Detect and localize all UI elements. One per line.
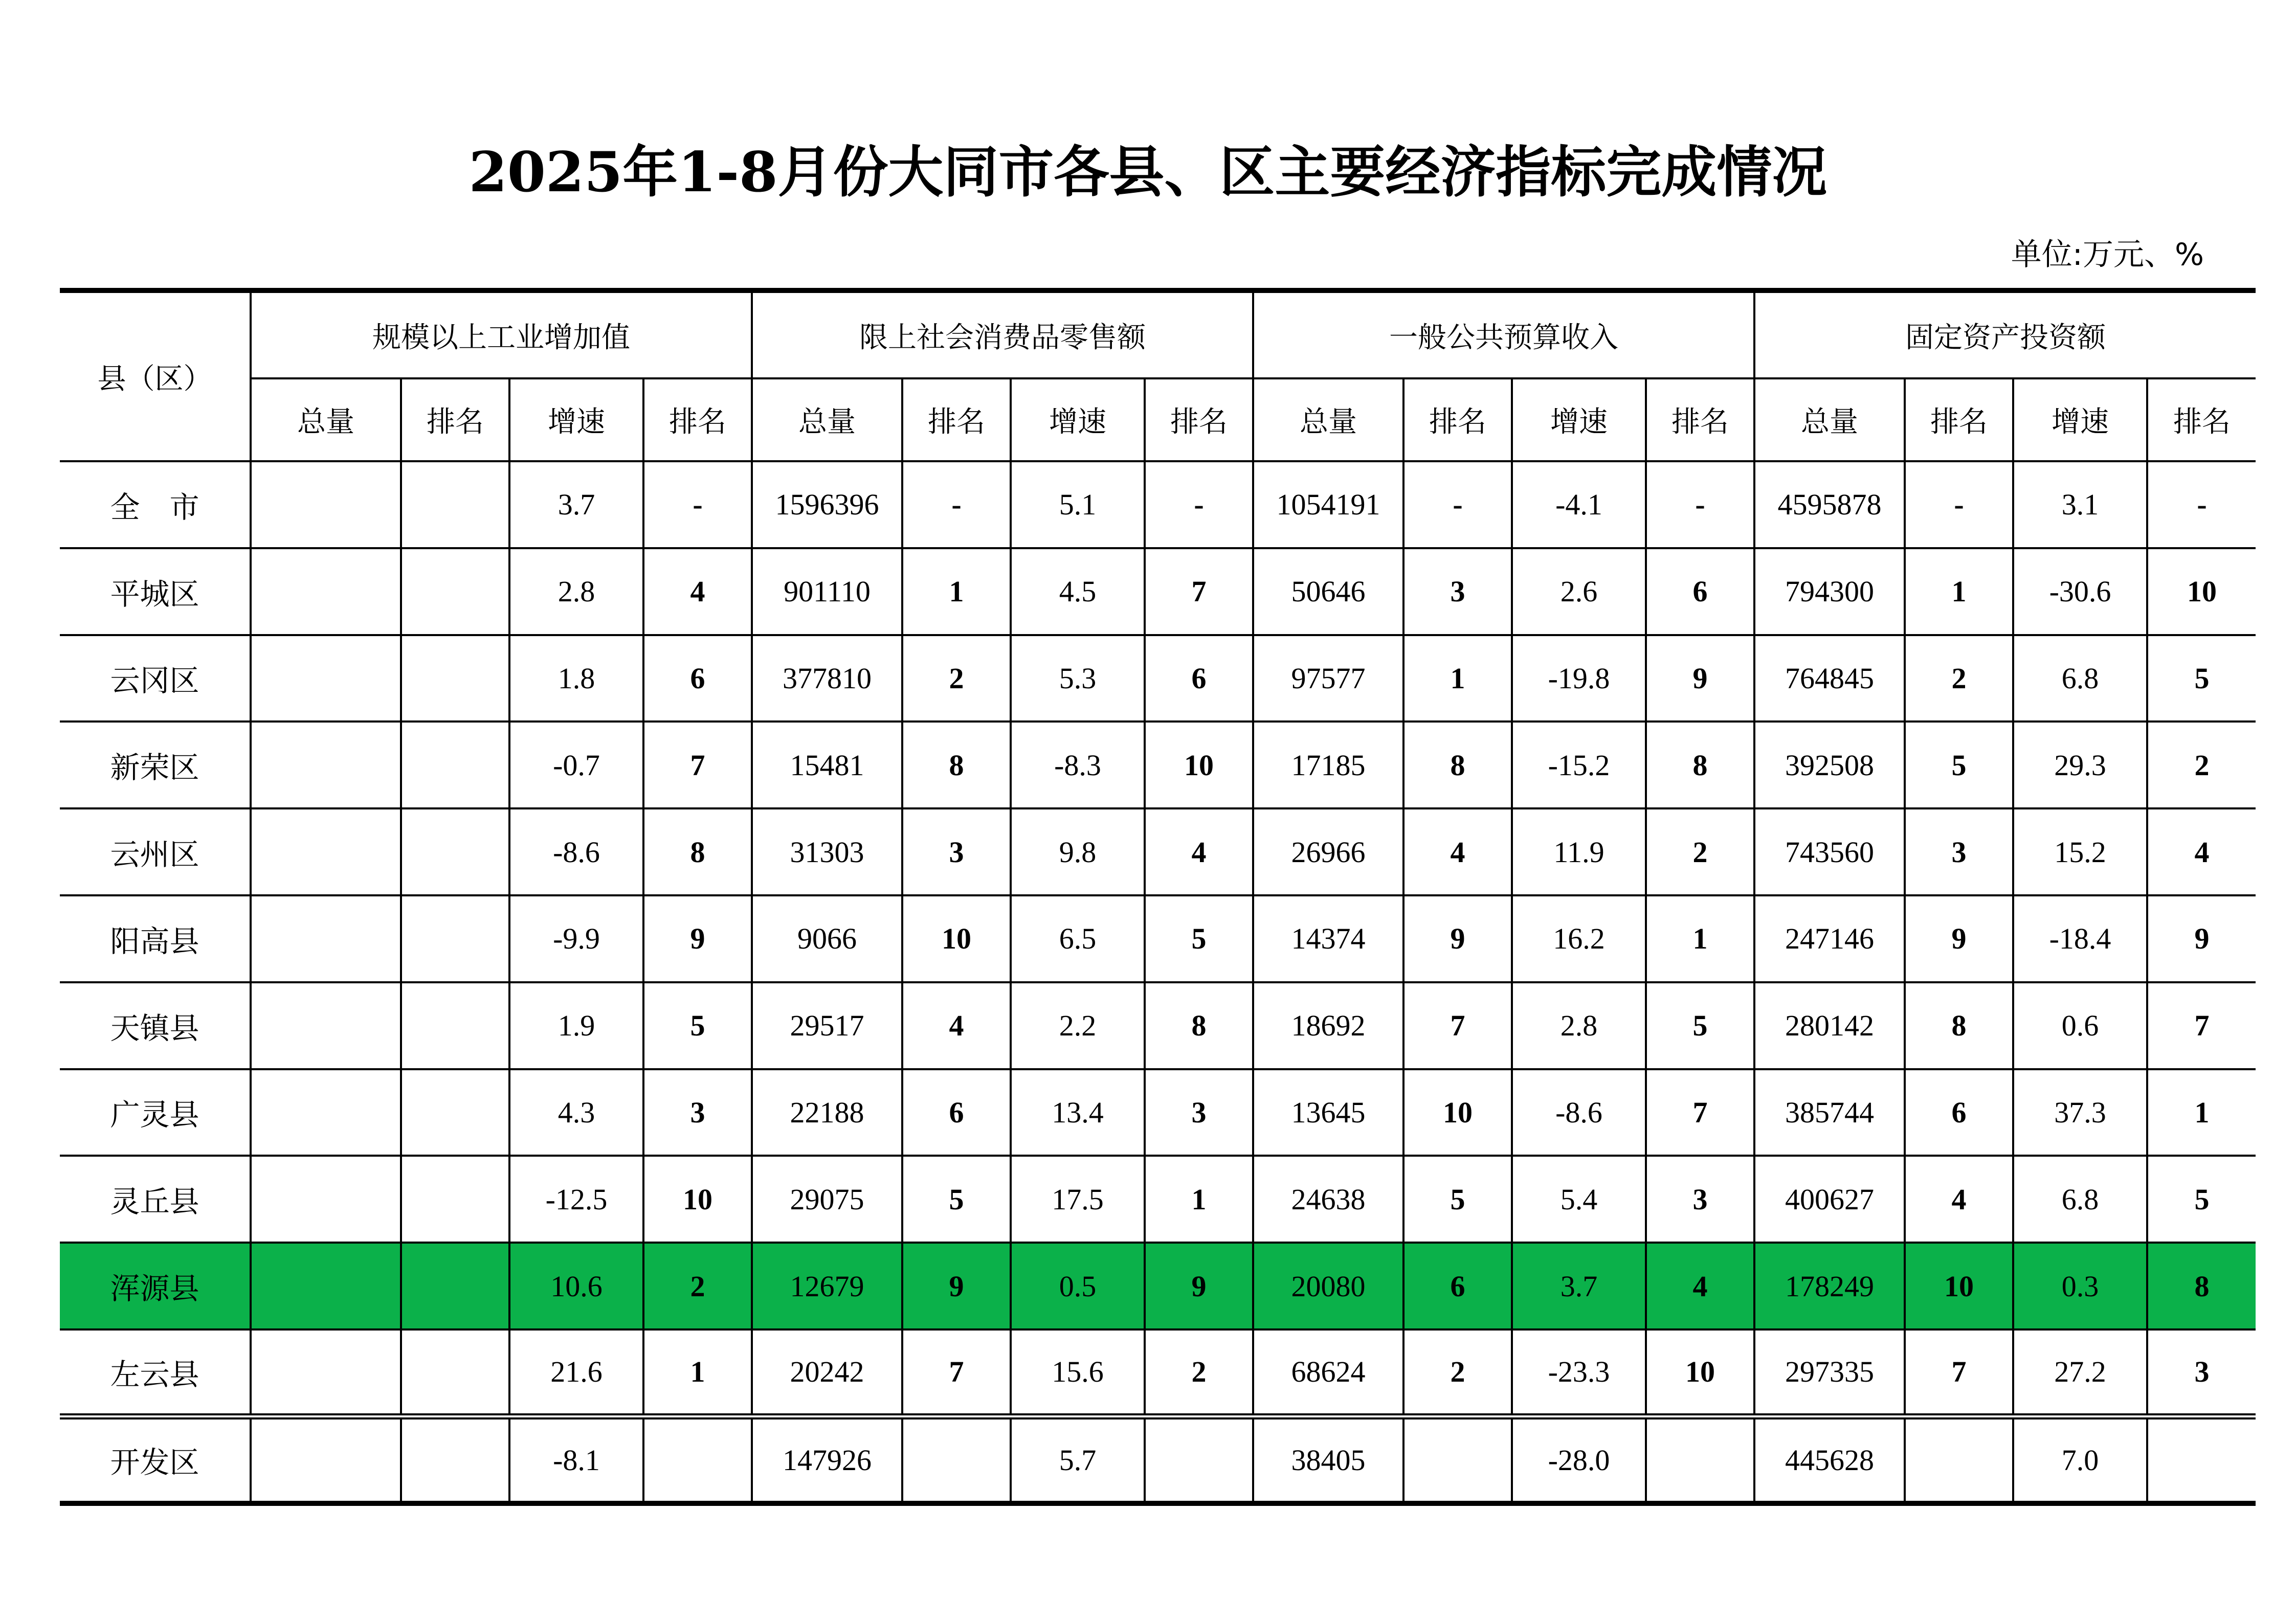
rank-cell <box>401 895 509 982</box>
value-cell: 6.5 <box>1011 895 1145 982</box>
rank-cell: 7 <box>1646 1069 1754 1156</box>
value-cell: 12679 <box>752 1243 902 1329</box>
rank-cell <box>1145 1416 1253 1503</box>
rank-cell: 5 <box>1403 1156 1512 1243</box>
rank-cell: 7 <box>1403 982 1512 1069</box>
value-cell: 445628 <box>1754 1416 1905 1503</box>
rank-cell <box>401 982 509 1069</box>
value-cell: 247146 <box>1754 895 1905 982</box>
rank-cell: 1 <box>1403 635 1512 722</box>
rank-cell: 4 <box>1145 808 1253 895</box>
table-row <box>60 1156 2256 1243</box>
value-cell: 18692 <box>1253 982 1403 1069</box>
sub-header-growth: 增速 <box>1512 378 1646 461</box>
value-cell: 5.1 <box>1011 461 1145 548</box>
value-cell: 6.8 <box>2013 1156 2147 1243</box>
group-header-industry: 规模以上工业增加值 <box>251 290 752 378</box>
rank-cell: 2 <box>1145 1329 1253 1416</box>
value-cell: 21.6 <box>509 1329 643 1416</box>
rank-cell: 4 <box>902 982 1011 1069</box>
group-header-budget-revenue: 一般公共预算收入 <box>1253 290 1754 378</box>
rank-cell: 10 <box>902 895 1011 982</box>
rank-cell: 10 <box>1403 1069 1512 1156</box>
county-name: 浑源县 <box>60 1243 251 1329</box>
value-cell: 1.8 <box>509 635 643 722</box>
value-cell <box>251 982 401 1069</box>
rank-cell: 1 <box>1905 548 2013 635</box>
rank-cell: 5 <box>1646 982 1754 1069</box>
rank-cell <box>401 1069 509 1156</box>
county-name: 新荣区 <box>60 722 251 808</box>
value-cell: -8.3 <box>1011 722 1145 808</box>
county-header: 县（区） <box>60 290 251 461</box>
rank-cell: 6 <box>902 1069 1011 1156</box>
rank-cell: 9 <box>1145 1243 1253 1329</box>
rank-cell: - <box>1403 461 1512 548</box>
value-cell <box>251 1416 401 1503</box>
rank-cell: 10 <box>2147 548 2256 635</box>
value-cell: 15.2 <box>2013 808 2147 895</box>
table-row <box>60 1416 2256 1503</box>
rank-cell: 3 <box>2147 1329 2256 1416</box>
rank-cell: 9 <box>1646 635 1754 722</box>
value-cell: 2.8 <box>1512 982 1646 1069</box>
sub-header-rank: 排名 <box>1145 378 1253 461</box>
rank-cell: 10 <box>1905 1243 2013 1329</box>
value-cell: 400627 <box>1754 1156 1905 1243</box>
rank-cell <box>902 1416 1011 1503</box>
value-cell: 13.4 <box>1011 1069 1145 1156</box>
rank-cell: 6 <box>1403 1243 1512 1329</box>
table-row <box>60 1243 2256 1329</box>
county-name: 全 市 <box>60 461 251 548</box>
county-name: 云州区 <box>60 808 251 895</box>
value-cell: 392508 <box>1754 722 1905 808</box>
value-cell: 297335 <box>1754 1329 1905 1416</box>
rank-cell <box>1646 1416 1754 1503</box>
value-cell: 743560 <box>1754 808 1905 895</box>
value-cell: 31303 <box>752 808 902 895</box>
rank-cell: 8 <box>1646 722 1754 808</box>
value-cell: 9.8 <box>1011 808 1145 895</box>
value-cell: 10.6 <box>509 1243 643 1329</box>
county-name: 开发区 <box>60 1416 251 1503</box>
value-cell: 68624 <box>1253 1329 1403 1416</box>
value-cell: -8.6 <box>509 808 643 895</box>
rank-cell: 4 <box>1646 1243 1754 1329</box>
value-cell: -30.6 <box>2013 548 2147 635</box>
value-cell: 20080 <box>1253 1243 1403 1329</box>
rank-cell: 3 <box>1403 548 1512 635</box>
value-cell: 29.3 <box>2013 722 2147 808</box>
rank-cell: 7 <box>643 722 752 808</box>
rank-cell: 3 <box>643 1069 752 1156</box>
value-cell: 2.2 <box>1011 982 1145 1069</box>
value-cell: -8.1 <box>509 1416 643 1503</box>
rank-cell: 4 <box>643 548 752 635</box>
header-row-groups <box>60 290 2256 378</box>
value-cell: 11.9 <box>1512 808 1646 895</box>
value-cell: 764845 <box>1754 635 1905 722</box>
rank-cell: 2 <box>1905 635 2013 722</box>
value-cell <box>251 1243 401 1329</box>
value-cell <box>251 1156 401 1243</box>
sub-header-rank: 排名 <box>902 378 1011 461</box>
value-cell: 4.5 <box>1011 548 1145 635</box>
sub-header-growth: 增速 <box>1011 378 1145 461</box>
value-cell: 147926 <box>752 1416 902 1503</box>
value-cell: 6.8 <box>2013 635 2147 722</box>
rank-cell: 3 <box>1905 808 2013 895</box>
county-name: 阳高县 <box>60 895 251 982</box>
rank-cell: - <box>1646 461 1754 548</box>
rank-cell: 8 <box>902 722 1011 808</box>
rank-cell: 1 <box>643 1329 752 1416</box>
value-cell: 1596396 <box>752 461 902 548</box>
rank-cell: 1 <box>1646 895 1754 982</box>
rank-cell: 4 <box>1905 1156 2013 1243</box>
rank-cell: 8 <box>1403 722 1512 808</box>
county-name: 灵丘县 <box>60 1156 251 1243</box>
table-row <box>60 461 2256 548</box>
sub-header-rank: 排名 <box>643 378 752 461</box>
value-cell: -15.2 <box>1512 722 1646 808</box>
value-cell: 5.4 <box>1512 1156 1646 1243</box>
value-cell: 50646 <box>1253 548 1403 635</box>
value-cell: 22188 <box>752 1069 902 1156</box>
rank-cell: 6 <box>1905 1069 2013 1156</box>
rank-cell: 2 <box>2147 722 2256 808</box>
rank-cell: 5 <box>2147 635 2256 722</box>
value-cell <box>251 722 401 808</box>
rank-cell <box>1403 1416 1512 1503</box>
rank-cell: 5 <box>1145 895 1253 982</box>
rank-cell: 8 <box>2147 1243 2256 1329</box>
table-row <box>60 722 2256 808</box>
rank-cell <box>401 808 509 895</box>
rank-cell: 10 <box>1145 722 1253 808</box>
value-cell: -12.5 <box>509 1156 643 1243</box>
rank-cell: 2 <box>902 635 1011 722</box>
rank-cell: 10 <box>1646 1329 1754 1416</box>
value-cell <box>251 1069 401 1156</box>
value-cell <box>251 548 401 635</box>
value-cell: 14374 <box>1253 895 1403 982</box>
value-cell: -19.8 <box>1512 635 1646 722</box>
value-cell: 0.6 <box>2013 982 2147 1069</box>
value-cell <box>251 635 401 722</box>
header-row-sub <box>60 378 2256 461</box>
rank-cell: - <box>1905 461 2013 548</box>
group-header-retail: 限上社会消费品零售额 <box>752 290 1253 378</box>
rank-cell <box>401 1156 509 1243</box>
rank-cell: 10 <box>643 1156 752 1243</box>
rank-cell: 3 <box>1646 1156 1754 1243</box>
value-cell: 794300 <box>1754 548 1905 635</box>
rank-cell: 3 <box>902 808 1011 895</box>
sub-header-rank: 排名 <box>1905 378 2013 461</box>
value-cell: 37.3 <box>2013 1069 2147 1156</box>
sub-header-rank: 排名 <box>2147 378 2256 461</box>
value-cell: 3.7 <box>509 461 643 548</box>
table-row <box>60 808 2256 895</box>
rank-cell <box>2147 1416 2256 1503</box>
rank-cell: 1 <box>1145 1156 1253 1243</box>
table-row <box>60 548 2256 635</box>
rank-cell: 8 <box>1145 982 1253 1069</box>
rank-cell <box>401 722 509 808</box>
rank-cell: - <box>2147 461 2256 548</box>
rank-cell: 5 <box>1905 722 2013 808</box>
rank-cell <box>643 1416 752 1503</box>
value-cell: 5.3 <box>1011 635 1145 722</box>
rank-cell <box>401 1243 509 1329</box>
value-cell: 15.6 <box>1011 1329 1145 1416</box>
value-cell: 2.6 <box>1512 548 1646 635</box>
table-row <box>60 635 2256 722</box>
sub-header-rank: 排名 <box>401 378 509 461</box>
sub-header-growth: 增速 <box>509 378 643 461</box>
county-name: 天镇县 <box>60 982 251 1069</box>
value-cell: 38405 <box>1253 1416 1403 1503</box>
value-cell: 3.1 <box>2013 461 2147 548</box>
value-cell: 2.8 <box>509 548 643 635</box>
rank-cell: 4 <box>1403 808 1512 895</box>
value-cell: 0.3 <box>2013 1243 2147 1329</box>
value-cell: 29075 <box>752 1156 902 1243</box>
rank-cell <box>401 548 509 635</box>
rank-cell <box>401 461 509 548</box>
value-cell: 1054191 <box>1253 461 1403 548</box>
sub-header-total: 总量 <box>752 378 902 461</box>
value-cell: 13645 <box>1253 1069 1403 1156</box>
value-cell: 377810 <box>752 635 902 722</box>
county-name: 左云县 <box>60 1329 251 1416</box>
value-cell: 97577 <box>1253 635 1403 722</box>
rank-cell: 1 <box>902 548 1011 635</box>
value-cell: -28.0 <box>1512 1416 1646 1503</box>
value-cell: 0.5 <box>1011 1243 1145 1329</box>
rank-cell <box>401 1329 509 1416</box>
value-cell <box>251 461 401 548</box>
rank-cell: 9 <box>2147 895 2256 982</box>
rank-cell: 7 <box>1905 1329 2013 1416</box>
table-row <box>60 1069 2256 1156</box>
rank-cell: 9 <box>1403 895 1512 982</box>
table-row <box>60 982 2256 1069</box>
value-cell: 17.5 <box>1011 1156 1145 1243</box>
value-cell: 5.7 <box>1011 1416 1145 1503</box>
value-cell: 20242 <box>752 1329 902 1416</box>
indicator-table <box>60 288 2256 1506</box>
rank-cell: - <box>902 461 1011 548</box>
rank-cell: 6 <box>1145 635 1253 722</box>
value-cell: -8.6 <box>1512 1069 1646 1156</box>
value-cell: -0.7 <box>509 722 643 808</box>
value-cell: 4.3 <box>509 1069 643 1156</box>
rank-cell: 3 <box>1145 1069 1253 1156</box>
value-cell: 26966 <box>1253 808 1403 895</box>
value-cell: 15481 <box>752 722 902 808</box>
value-cell: 178249 <box>1754 1243 1905 1329</box>
county-name: 云冈区 <box>60 635 251 722</box>
value-cell: 9066 <box>752 895 902 982</box>
table-row <box>60 1329 2256 1416</box>
rank-cell: 2 <box>1646 808 1754 895</box>
sub-header-total: 总量 <box>1253 378 1403 461</box>
value-cell: 4595878 <box>1754 461 1905 548</box>
value-cell <box>251 808 401 895</box>
value-cell <box>251 895 401 982</box>
value-cell: 24638 <box>1253 1156 1403 1243</box>
rank-cell: 9 <box>902 1243 1011 1329</box>
county-name: 广灵县 <box>60 1069 251 1156</box>
value-cell: 29517 <box>752 982 902 1069</box>
value-cell: 27.2 <box>2013 1329 2147 1416</box>
value-cell: 17185 <box>1253 722 1403 808</box>
table-row <box>60 895 2256 982</box>
value-cell: 7.0 <box>2013 1416 2147 1503</box>
rank-cell: 6 <box>643 635 752 722</box>
value-cell: 1.9 <box>509 982 643 1069</box>
value-cell: -18.4 <box>2013 895 2147 982</box>
unit-label: 单位:万元、% <box>2011 237 2204 273</box>
rank-cell: 7 <box>902 1329 1011 1416</box>
value-cell: 16.2 <box>1512 895 1646 982</box>
sub-header-total: 总量 <box>1754 378 1905 461</box>
rank-cell: 8 <box>643 808 752 895</box>
rank-cell: 1 <box>2147 1069 2256 1156</box>
value-cell: 3.7 <box>1512 1243 1646 1329</box>
rank-cell: 5 <box>902 1156 1011 1243</box>
county-name: 平城区 <box>60 548 251 635</box>
rank-cell: - <box>643 461 752 548</box>
rank-cell <box>401 1416 509 1503</box>
value-cell: -4.1 <box>1512 461 1646 548</box>
value-cell: 901110 <box>752 548 902 635</box>
rank-cell: 2 <box>1403 1329 1512 1416</box>
rank-cell <box>1905 1416 2013 1503</box>
value-cell: 385744 <box>1754 1069 1905 1156</box>
rank-cell: 6 <box>1646 548 1754 635</box>
sub-header-rank: 排名 <box>1403 378 1512 461</box>
rank-cell: 5 <box>2147 1156 2256 1243</box>
rank-cell: 9 <box>643 895 752 982</box>
rank-cell: - <box>1145 461 1253 548</box>
sub-header-total: 总量 <box>251 378 401 461</box>
value-cell: -9.9 <box>509 895 643 982</box>
rank-cell <box>401 635 509 722</box>
rank-cell: 4 <box>2147 808 2256 895</box>
sub-header-rank: 排名 <box>1646 378 1754 461</box>
sub-header-growth: 增速 <box>2013 378 2147 461</box>
rank-cell: 7 <box>1145 548 1253 635</box>
value-cell: -23.3 <box>1512 1329 1646 1416</box>
rank-cell: 2 <box>643 1243 752 1329</box>
rank-cell: 7 <box>2147 982 2256 1069</box>
rank-cell: 8 <box>1905 982 2013 1069</box>
group-header-fixed-investment: 固定资产投资额 <box>1754 290 2256 378</box>
rank-cell: 9 <box>1905 895 2013 982</box>
value-cell: 280142 <box>1754 982 1905 1069</box>
page-title: 2025年1-8月份大同市各县、区主要经济指标完成情况 <box>469 140 1827 205</box>
value-cell <box>251 1329 401 1416</box>
rank-cell: 5 <box>643 982 752 1069</box>
